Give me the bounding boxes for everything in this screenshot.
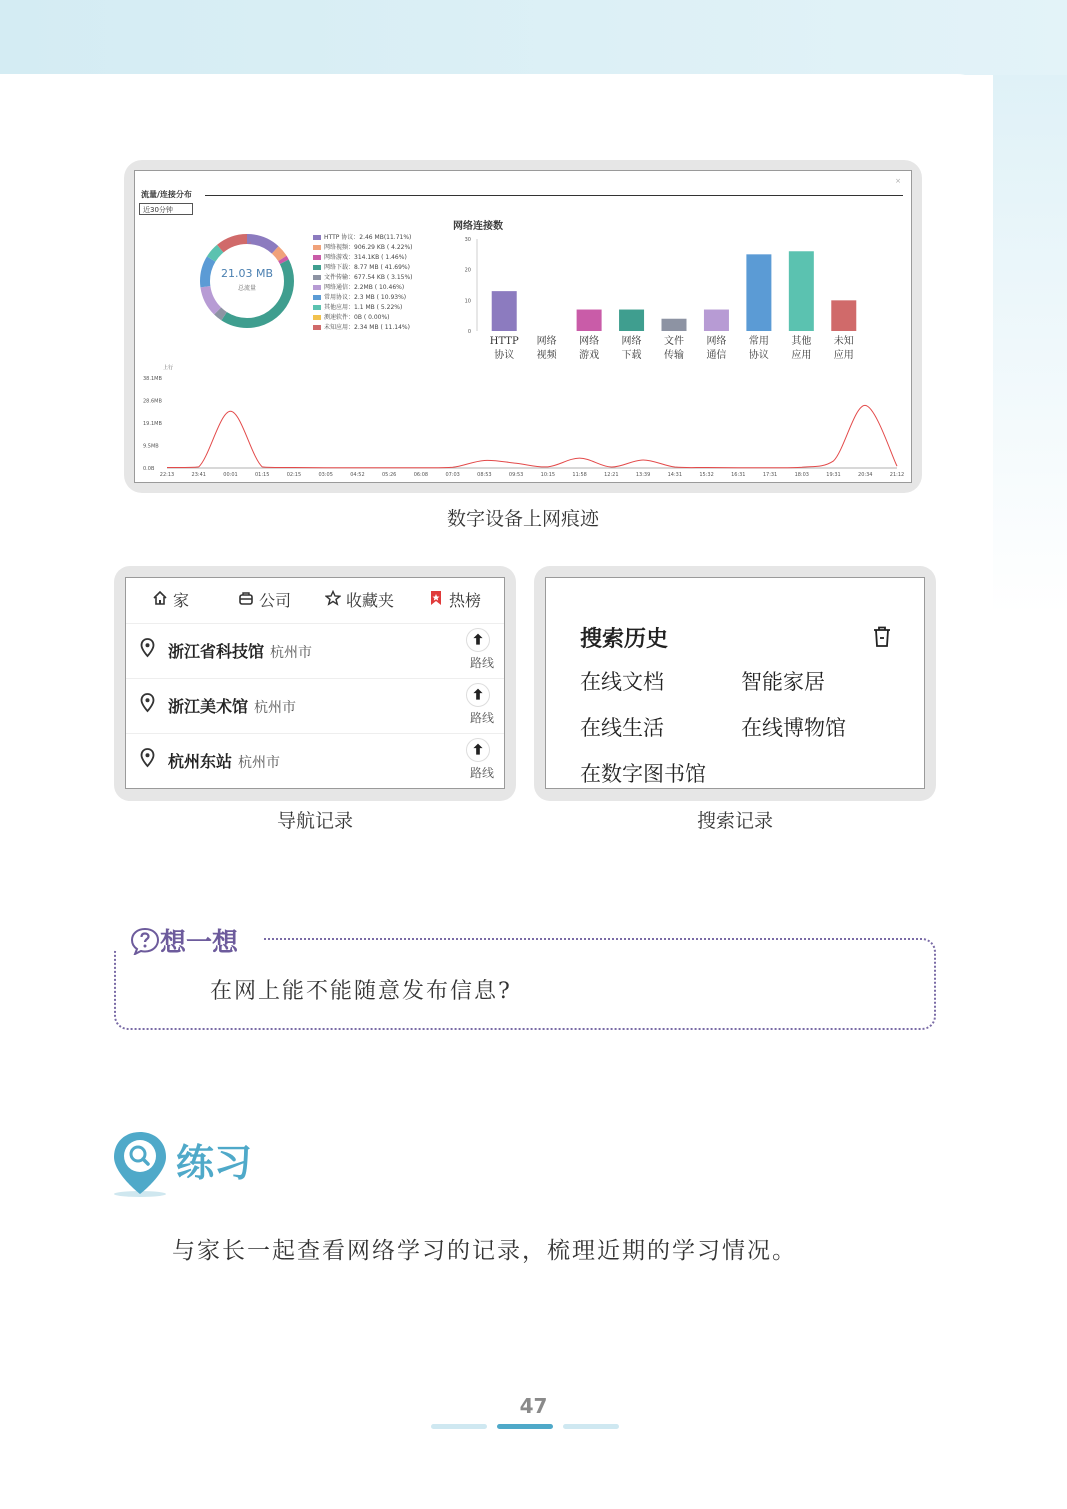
briefcase-icon <box>238 590 254 610</box>
bar <box>577 310 602 331</box>
right-band <box>993 75 1067 615</box>
think-question: 在网上能不能随意发布信息? <box>210 979 512 1004</box>
legend-label: 未知应用：2.34 MB ( 11.14%) <box>324 324 410 331</box>
line-x-tick: 11:58 <box>572 472 587 478</box>
line-x-tick: 21:12 <box>889 472 905 478</box>
place-city: 杭州市 <box>238 755 281 771</box>
tab-company[interactable] <box>238 588 291 611</box>
line-x-tick: 22:13 <box>159 472 175 478</box>
legend-label: 网络游戏：314.1KB ( 1.46%) <box>324 254 407 261</box>
route-icon[interactable] <box>466 683 490 707</box>
bar-y-tick: 10 <box>464 298 471 305</box>
legend-label: 网络通信：2.2MB ( 10.46%) <box>324 284 405 291</box>
line-x-tick: 06:08 <box>413 472 429 478</box>
legend-label: HTTP 协议：2.46 MB(11.71%) <box>324 234 412 241</box>
practice-title: 练习 <box>176 1141 253 1185</box>
line-y-label: 上行 <box>163 365 174 371</box>
line-y-tick: 9.5MB <box>143 443 159 450</box>
search-history-item[interactable]: 在线生活 <box>580 716 664 740</box>
range-select[interactable]: 近30分钟 <box>139 203 193 215</box>
line-x-tick: 16:31 <box>731 472 746 478</box>
line-y-tick: 28.6MB <box>143 398 162 405</box>
home-icon <box>152 590 168 610</box>
page-bar-current <box>497 1424 553 1429</box>
line-x-tick: 13:39 <box>635 472 651 478</box>
legend-label: 网络下载：8.77 MB ( 41.69%) <box>324 264 410 271</box>
search-figure <box>534 566 936 801</box>
line-x-tick: 14:31 <box>667 472 683 478</box>
star-icon <box>325 590 341 610</box>
nav-history-item[interactable] <box>126 733 504 786</box>
bar <box>746 254 771 331</box>
location-pin-icon <box>140 693 155 713</box>
bar-category-label: 文件 传输 <box>664 336 684 361</box>
traffic-title: 流量/连接分布 <box>141 190 192 199</box>
route-button[interactable]: 路线 <box>469 766 494 780</box>
practice-text: 与家长一起查看网络学习的记录，梳理近期的学习情况。 <box>172 1238 797 1264</box>
place-city: 杭州市 <box>254 700 297 716</box>
donut-sub: 总流量 <box>237 285 256 292</box>
bar <box>662 319 687 331</box>
line-y-tick: 0.0B <box>143 466 155 472</box>
search-history-title: 搜索历史 <box>580 627 669 652</box>
route-icon[interactable] <box>466 738 490 762</box>
line-x-tick: 17:31 <box>762 472 778 478</box>
line-series <box>167 405 897 467</box>
line-x-tick: 00:01 <box>223 472 238 478</box>
line-x-tick: 18:03 <box>794 472 809 478</box>
bar <box>789 251 814 331</box>
location-pin-icon <box>140 638 155 658</box>
route-button[interactable]: 路线 <box>469 711 494 725</box>
legend-label: 其他应用：1.1 MB ( 5.22%) <box>324 304 403 311</box>
line-x-tick: 15:32 <box>699 472 714 478</box>
bar-category-label: 网络 下载 <box>621 336 642 361</box>
legend-label: 文件传输：677.54 KB ( 3.15%) <box>324 274 413 281</box>
bar-category-label: 网络 游戏 <box>579 336 600 361</box>
place-name: 浙江美术馆 杭州市 <box>168 697 297 716</box>
place-name: 杭州东站 杭州市 <box>168 752 281 771</box>
tab-home[interactable] <box>152 588 189 611</box>
bar-category-label: 其他 应用 <box>791 336 812 361</box>
traffic-charts <box>135 171 911 482</box>
tab-hot-label: 热榜 <box>449 591 482 610</box>
nav-history-item[interactable] <box>126 678 504 731</box>
legend-label: 测速软件：0B ( 0.00%) <box>324 314 390 321</box>
bar-y-tick: 20 <box>464 267 471 274</box>
line-x-tick: 04:52 <box>350 472 365 478</box>
search-history-item[interactable]: 在线博物馆 <box>741 716 846 740</box>
traffic-caption: 数字设备上网痕迹 <box>446 508 599 530</box>
donut-total: 21.03 MB <box>220 267 274 280</box>
line-x-tick: 03:05 <box>318 472 333 478</box>
line-y-tick: 38.1MB <box>143 376 162 382</box>
legend-label: 网络视频：906.29 KB ( 4.22%) <box>324 244 413 251</box>
question-bubble-icon <box>130 927 160 955</box>
bar-category-label: 未知 应用 <box>833 336 854 361</box>
search-caption: 搜索记录 <box>696 810 773 832</box>
top-band <box>0 0 1067 75</box>
line-y-tick: 19.1MB <box>143 420 162 427</box>
trash-icon[interactable] <box>872 626 892 648</box>
search-screenshot <box>545 577 925 789</box>
bar-y-tick: 0 <box>467 329 471 335</box>
page-bar-left <box>431 1424 487 1429</box>
nav-history-item[interactable] <box>126 623 504 676</box>
line-x-tick: 20:34 <box>858 472 873 478</box>
tab-hot[interactable] <box>428 588 481 611</box>
bar-category-label: HTTP 协议 <box>489 336 519 361</box>
search-history-item[interactable]: 智能家居 <box>741 670 825 694</box>
close-icon[interactable]: × <box>895 177 901 185</box>
tab-home-label: 家 <box>173 591 190 610</box>
bar <box>831 300 856 331</box>
bookmark-icon <box>428 590 444 610</box>
bar-category-label: 网络 通信 <box>706 336 727 361</box>
page-bar-right <box>563 1424 619 1429</box>
traffic-figure <box>124 160 922 493</box>
bar-chart-title: 网络连接数 <box>453 221 503 232</box>
bar <box>619 310 644 331</box>
line-x-tick: 08:53 <box>477 472 492 478</box>
tab-favorites-label: 收藏夹 <box>346 591 395 610</box>
line-x-tick: 19:31 <box>826 472 841 478</box>
nav-screenshot <box>125 577 505 789</box>
search-history-item[interactable]: 在线文档 <box>580 670 664 694</box>
tab-favorites[interactable] <box>325 588 394 611</box>
bar <box>492 291 517 331</box>
line-x-tick: 12:21 <box>604 472 619 478</box>
line-x-tick: 10:15 <box>540 472 556 478</box>
place-city: 杭州市 <box>270 645 313 661</box>
line-x-tick: 23:41 <box>191 472 206 478</box>
line-x-tick: 01:15 <box>255 472 270 478</box>
line-x-tick: 09:53 <box>508 472 524 478</box>
nav-figure <box>114 566 516 801</box>
route-button[interactable]: 路线 <box>469 656 494 670</box>
search-history-item[interactable]: 在数字图书馆 <box>580 762 706 786</box>
think-heading <box>130 922 238 959</box>
nav-caption: 导航记录 <box>276 810 353 832</box>
line-x-tick: 07:03 <box>445 472 460 478</box>
think-title: 想一想 <box>160 928 239 958</box>
traffic-screenshot <box>134 170 912 483</box>
line-x-tick: 02:15 <box>286 472 302 478</box>
line-x-tick: 05:26 <box>381 472 397 478</box>
route-icon[interactable] <box>466 628 490 652</box>
tab-company-label: 公司 <box>259 591 292 610</box>
page-number: 47 <box>519 1394 548 1418</box>
bar-category-label: 网络 视频 <box>536 336 557 361</box>
legend-label: 常用协议：2.3 MB ( 10.93%) <box>324 294 407 301</box>
place-name: 浙江省科技馆 杭州市 <box>168 642 313 661</box>
bar <box>704 310 729 331</box>
search-pin-icon <box>110 1130 170 1200</box>
location-pin-icon <box>140 748 155 768</box>
bar-y-tick: 30 <box>464 237 471 243</box>
bar-category-label: 常用 协议 <box>748 336 769 361</box>
